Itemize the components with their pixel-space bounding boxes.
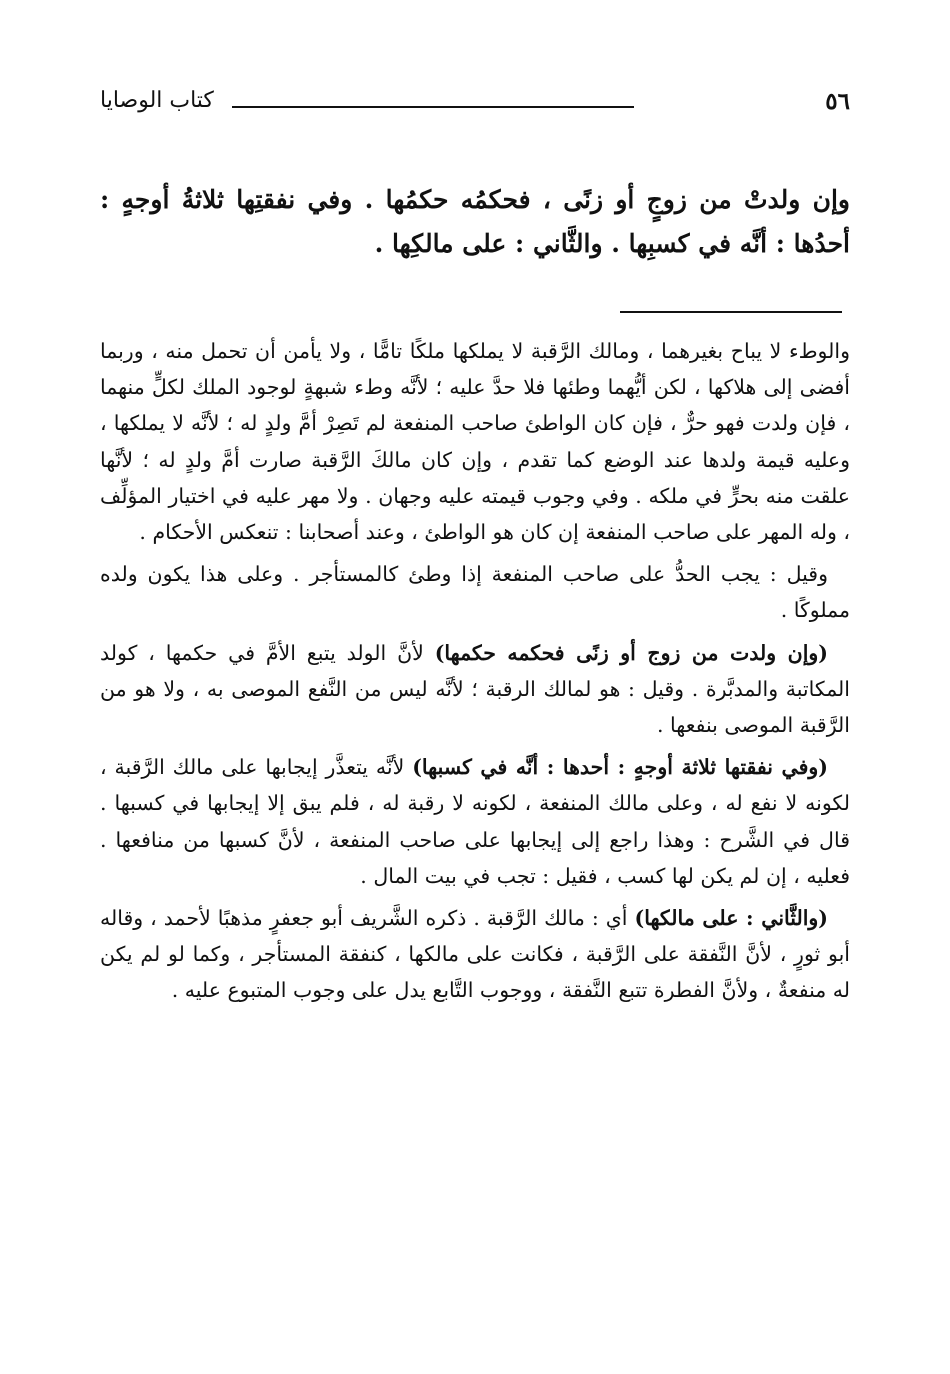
commentary-paragraph-2: وقيل : يجب الحدُّ على صاحب المنفعة إذا وطئ كالمستأجر . وعلى هذا يكون ولده مملوكًا . — [100, 562, 850, 623]
matn-paragraph: وإن ولدتْ من زوجٍ أو زنًى ، فحكمُه حكمُها . وفي نفقتِها ثلاثةُ أوجهٍ : أحدُها : أنَّه في كسبِها . والثَّاني : على مالكِها . — [100, 185, 850, 258]
running-title: كتاب الوصايا — [100, 88, 214, 113]
page-number: ٥٦ — [825, 88, 850, 115]
commentary-text: لأنَّ الولد يتبع الأمَّ في حكمها ، كولد المكاتبة والمدبَّرة . وقيل : هو لمالك الرقبة ؛ لأنَّه ليس من النَّفع الموصى به ، ولا هو من الرَّقبة الموصى بنفعها . — [100, 640, 850, 738]
quoted-matn: (وفي نفقتها ثلاثة أوجهٍ : أحدها : أنَّه في كسبها) — [412, 755, 828, 780]
commentary-text: أي : مالك الرَّقبة . ذكره الشَّريف أبو جعفرٍ مذهبًا لأحمد ، وقاله أبو ثورٍ ، لأنَّ النَّفقة على الرَّقبة ، فكانت على مالكها ، كنفقة المستأجر ، وكما لو لم يكن له منفعةٌ ، ولأنَّ الفطرة تتبع النَّفقة ، ووجوب التَّابع يدل على وجوب المتبوع عليه . — [100, 906, 850, 1003]
commentary — [100, 333, 850, 1015]
commentary-paragraph-4 — [100, 749, 850, 894]
matn-text — [100, 178, 850, 266]
commentary-paragraph-3 — [100, 635, 850, 744]
separator-rule — [620, 311, 842, 313]
commentary-text: لأنَّه يتعذَّر إيجابها على مالك الرَّقبة ، لكونه لا نفع له ، وعلى مالك المنفعة ، لكونه لا رقبة له ، فلم يبق إلا إيجابها في كسبها . قال في الشَّرح : وهذا راجع إلى إيجابها على صاحب المنفعة ، لأنَّ كسبها من منافعها . فعليه ، إن لم يكن لها كسب ، فقيل : تجب في بيت المال . — [100, 755, 850, 888]
page-header — [100, 88, 850, 120]
quoted-matn: (والثَّاني : على مالكها) — [634, 906, 828, 931]
commentary-paragraph-5 — [100, 900, 850, 1009]
quoted-matn: (وإن ولدت من زوج أو زنًى فحكمه حكمها) — [434, 640, 828, 665]
commentary-paragraph-1: والوطء لا يباح بغيرهما ، ومالك الرَّقبة لا يملكها ملكًا تامًّا ، ولا يأمن أن تحمل منه ، وربما أفضى إلى هلاكها ، لكن أيُّهما وطئها فلا حدَّ عليه ؛ لأنَّه وطء شبهةٍ لوجود الملك لكلٍّ منهما ، فإن ولدت فهو حرٌّ ، فإن كان الواطئ صاحب المنفعة لم تَصِرْ أمَّ ولدٍ له ؛ لأنَّه لا يملكها ، وعليه قيمة ولدها عند الوضع كما تقدم ، وإن كان مالكَ الرَّقبة صارت أمَّ ولدٍ له ؛ لأنَّها علقت منه بحرٍّ في ملكه . وفي وجوب قيمته عليه وجهان . ولا مهر عليه في اختيار المؤلِّف ، وله المهر على صاحب المنفعة إن كان هو الواطئ ، وعند أصحابنا : تنعكس الأحكام . — [100, 339, 850, 545]
header-rule — [232, 106, 634, 108]
